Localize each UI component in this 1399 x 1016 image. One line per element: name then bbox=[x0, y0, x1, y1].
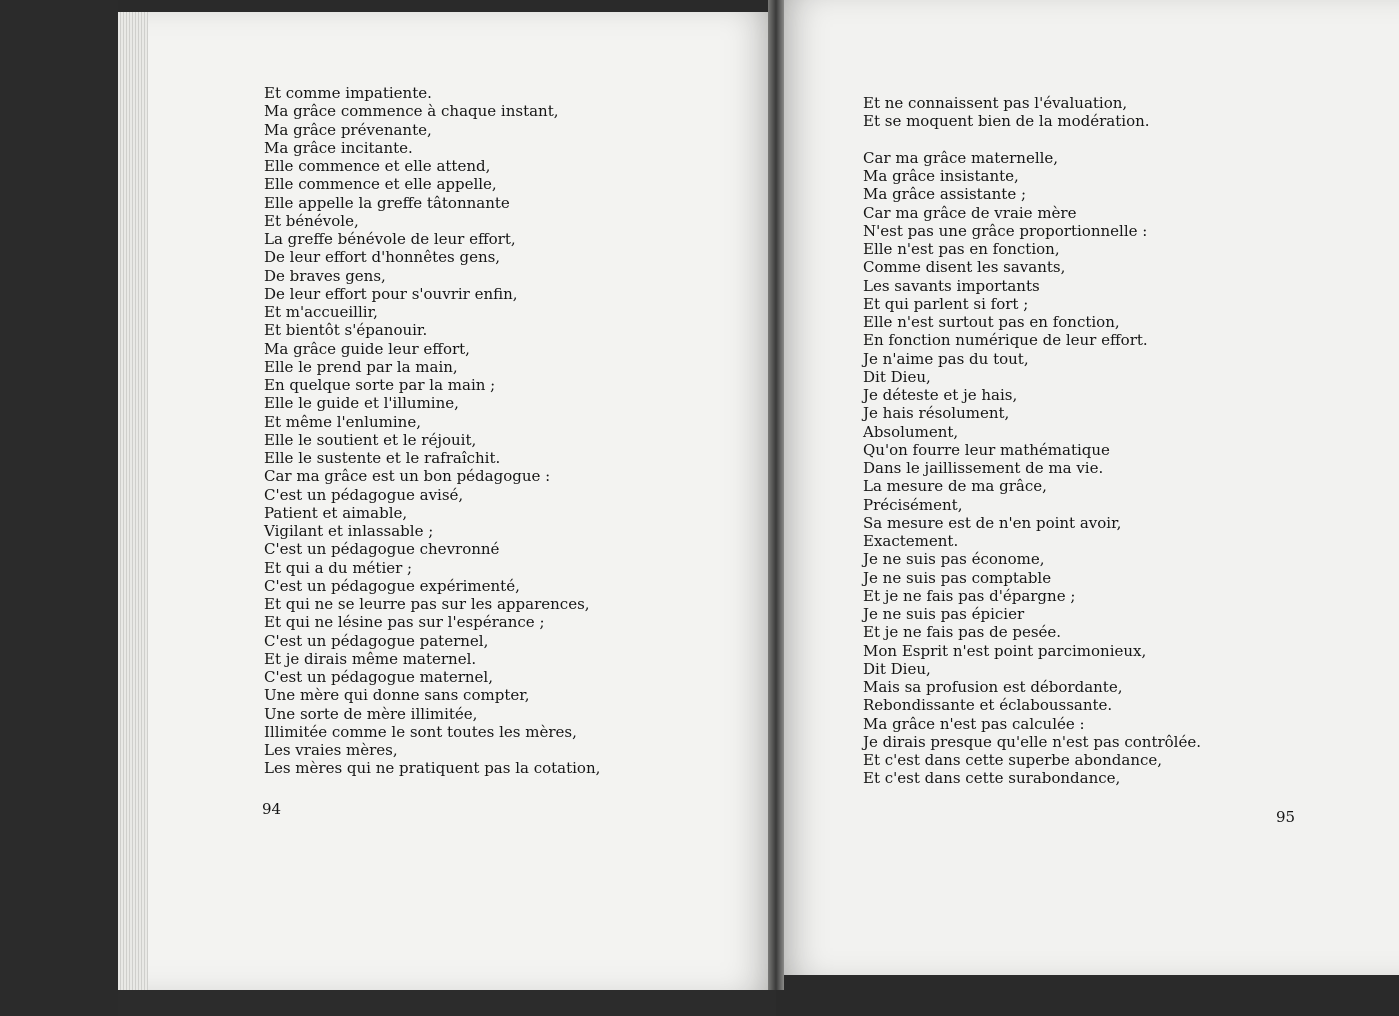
text-line: De leur effort d'honnêtes gens, bbox=[264, 248, 501, 267]
text-line: Car ma grâce maternelle, bbox=[863, 148, 1059, 167]
text-line: Et ne connaissent pas l'évaluation, bbox=[863, 94, 1128, 112]
text-line: Patient et aimable, bbox=[264, 503, 408, 522]
right-page-number: 95 bbox=[1276, 808, 1296, 826]
text-line: Vigilant et inlassable ; bbox=[264, 522, 434, 540]
text-line: Elle le sustente et le rafraîchit. bbox=[264, 449, 501, 467]
text-line: Et qui a du métier ; bbox=[264, 558, 413, 577]
text-line: Elle n'est pas en fonction, bbox=[863, 240, 1060, 258]
text-line: Ma grâce assistante ; bbox=[863, 185, 1027, 204]
text-line: C'est un pédagogue avisé, bbox=[264, 485, 464, 504]
text-line: Et c'est dans cette superbe abondance, bbox=[863, 751, 1163, 769]
text-line: Qu'on fourre leur mathématique bbox=[863, 440, 1110, 459]
text-line: Comme disent les savants, bbox=[863, 258, 1066, 277]
text-line: Et bientôt s'épanouir. bbox=[264, 321, 428, 340]
text-line: Et je ne fais pas d'épargne ; bbox=[863, 586, 1076, 605]
text-line: Car ma grâce est un bon pédagogue : bbox=[264, 467, 551, 486]
text-line: Ma grâce guide leur effort, bbox=[264, 339, 470, 358]
text-line: De leur effort pour s'ouvrir enfin, bbox=[264, 284, 518, 303]
text-line: Et je ne fais pas de pesée. bbox=[863, 623, 1062, 642]
text-line: Absolument, bbox=[863, 422, 959, 441]
left-page-number: 94 bbox=[262, 800, 282, 818]
text-line: C'est un pédagogue paternel, bbox=[264, 631, 489, 650]
text-line: Mon Esprit n'est point parcimonieux, bbox=[863, 641, 1147, 660]
text-line: Et se moquent bien de la modération. bbox=[863, 112, 1150, 131]
text-line: Je déteste et je hais, bbox=[863, 386, 1018, 404]
text-line: Une mère qui donne sans compter, bbox=[264, 686, 530, 705]
text-line: En quelque sorte par la main ; bbox=[264, 376, 496, 394]
text-line: N'est pas une grâce proportionnelle : bbox=[863, 221, 1148, 240]
text-line: Mais sa profusion est débordante, bbox=[863, 678, 1123, 696]
text-line: Et qui ne se leurre pas sur les apparences, bbox=[264, 595, 590, 613]
text-line: Elle le guide et l'illumine, bbox=[264, 394, 459, 413]
right-page-text bbox=[863, 94, 1201, 788]
text-line: Je ne suis pas économe, bbox=[863, 550, 1045, 569]
text-line: Rebondissante et éclaboussante. bbox=[863, 696, 1113, 715]
book-gutter bbox=[768, 0, 784, 990]
text-line: La mesure de ma grâce, bbox=[863, 477, 1047, 496]
text-line bbox=[863, 131, 1201, 149]
text-line: C'est un pédagogue expérimenté, bbox=[264, 576, 520, 595]
text-line: Elle commence et elle attend, bbox=[264, 157, 491, 175]
text-line: Dit Dieu, bbox=[863, 659, 931, 678]
left-page-text bbox=[264, 84, 600, 778]
text-line: Et qui parlent si fort ; bbox=[863, 294, 1029, 313]
text-line: Et c'est dans cette surabondance, bbox=[863, 769, 1121, 788]
text-line: Je ne suis pas épicier bbox=[863, 605, 1025, 623]
text-line: Les vraies mères, bbox=[264, 741, 398, 759]
text-line: C'est un pédagogue maternel, bbox=[264, 668, 493, 686]
text-line: Et m'accueillir, bbox=[264, 303, 378, 321]
text-line: Les savants importants bbox=[863, 276, 1040, 295]
text-line: C'est un pédagogue chevronné bbox=[264, 540, 500, 559]
text-line: Elle appelle la greffe tâtonnante bbox=[264, 193, 510, 212]
text-line: Et qui ne lésine pas sur l'espérance ; bbox=[264, 613, 545, 632]
text-line: Ma grâce insistante, bbox=[863, 167, 1019, 185]
text-line: Elle le soutient et le réjouit, bbox=[264, 430, 477, 449]
text-line: Je n'aime pas du tout, bbox=[863, 349, 1029, 368]
text-line: Les mères qui ne pratiquent pas la cotation, bbox=[264, 759, 601, 778]
text-line: Je ne suis pas comptable bbox=[863, 568, 1052, 587]
text-line: Et je dirais même maternel. bbox=[264, 649, 477, 668]
text-line: Elle le prend par la main, bbox=[264, 357, 458, 376]
text-line: Ma grâce commence à chaque instant, bbox=[264, 102, 559, 121]
page-edges bbox=[118, 12, 148, 990]
text-line: Illimitée comme le sont toutes les mères, bbox=[264, 722, 577, 741]
text-line: Je hais résolument, bbox=[863, 404, 1010, 423]
text-line: Précisément, bbox=[863, 495, 963, 514]
text-line: Et comme impatiente. bbox=[264, 84, 432, 102]
text-line: Dit Dieu, bbox=[863, 367, 931, 386]
text-line: Dans le jaillissement de ma vie. bbox=[863, 459, 1104, 477]
text-line: Car ma grâce de vraie mère bbox=[863, 203, 1077, 222]
text-line: Elle n'est surtout pas en fonction, bbox=[863, 313, 1120, 331]
text-line: Sa mesure est de n'en point avoir, bbox=[863, 513, 1122, 532]
text-line: En fonction numérique de leur effort. bbox=[863, 331, 1148, 350]
text-line: La greffe bénévole de leur effort, bbox=[264, 230, 516, 248]
text-line: Une sorte de mère illimitée, bbox=[264, 704, 478, 723]
scanner-background-left bbox=[0, 0, 118, 1016]
text-line: Ma grâce n'est pas calculée : bbox=[863, 714, 1085, 733]
text-line: Exactement. bbox=[863, 532, 959, 550]
text-line: Ma grâce prévenante, bbox=[264, 120, 432, 139]
text-line: De braves gens, bbox=[264, 266, 386, 285]
text-line: Elle commence et elle appelle, bbox=[264, 175, 497, 194]
text-line: Ma grâce incitante. bbox=[264, 138, 413, 157]
text-line: Et bénévole, bbox=[264, 211, 359, 230]
text-line: Et même l'enlumine, bbox=[264, 412, 421, 431]
text-line: Je dirais presque qu'elle n'est pas contrôlée. bbox=[863, 732, 1201, 751]
